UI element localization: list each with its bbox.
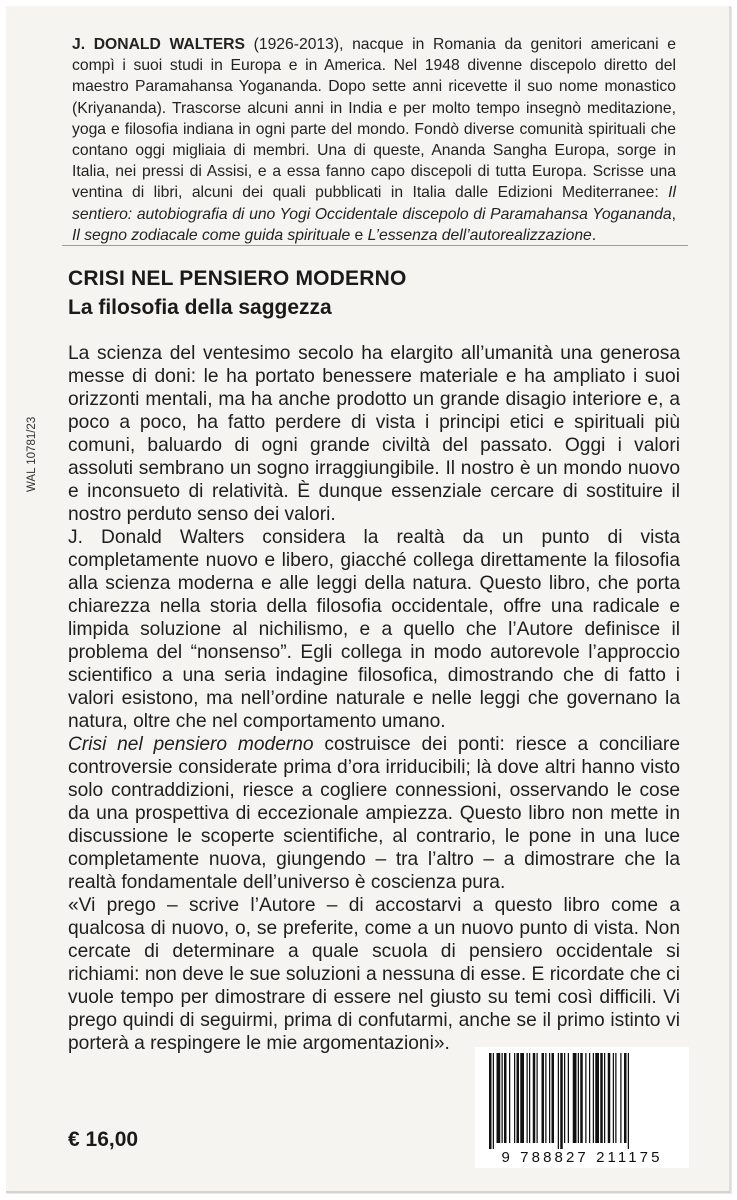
barcode-bar bbox=[517, 1053, 520, 1143]
isbn-number: 9 788827 211175 bbox=[501, 1149, 663, 1166]
barcode-bar bbox=[600, 1053, 603, 1143]
bio-separator: , bbox=[671, 205, 676, 223]
barcode-bar bbox=[585, 1053, 586, 1143]
barcode-bar bbox=[552, 1053, 555, 1143]
bio-text: (1926-2013), nacque in Romania da genitori americani e compì i suoi studi in Europa e in America. Nel 1948 divenne discepolo diretto del maestro Paramahansa Yogananda. Dopo sette anni ricevette il suo nome monastico (Kriyananda). Trascorse alcuni anni in India e per molto tempo insegnò meditazione, yoga e filosofia indiana in ogni parte del mondo. Fondò diverse comunità spirituali che contano oggi migliaia di membri. Una di queste, Ananda Sangha Europa, sorge in Italia, nei pressi di Assisi, e a essa fanno capo discepoli di tutta Europa. Scrisse una ventina di libri, alcuni dei quali pubblicati in Italia dalle Edizioni Mediterranee: bbox=[72, 36, 676, 202]
barcode-bar bbox=[578, 1053, 579, 1143]
barcode-bar bbox=[533, 1053, 536, 1143]
divider-line bbox=[62, 245, 688, 246]
blurb-quote: «Vi prego – scrive l’Autore – di accostarvi a questo libro come a qualcosa di nuovo, o, se preferite, come a un nuovo punto di vista. Non cercate di determinare a quale scuola di pensiero occidentale si richiami: non deve le sue soluzioni a nessuna di esse. E ricordate che ci vuole tempo per dimostrare di essere nel giusto su temi così difficili. Vi prego quindi di seguirmi, prima di confutarmi, anche se il primo istinto vi porterà a respingere le mie argomentazioni». bbox=[68, 895, 680, 1054]
barcode-bar bbox=[558, 1053, 559, 1149]
barcode-bar bbox=[624, 1053, 627, 1143]
barcode-bar bbox=[620, 1053, 621, 1143]
barcode bbox=[475, 1047, 689, 1168]
barcode-bar bbox=[514, 1053, 515, 1143]
blurb-book-title: Crisi nel pensiero moderno bbox=[68, 734, 314, 755]
barcode-bar bbox=[560, 1053, 563, 1149]
barcode-bar bbox=[520, 1053, 524, 1143]
bio-book-title: Il segno zodiacale come guida spirituale bbox=[72, 226, 351, 244]
blurb-paragraph: La scienza del ventesimo secolo ha elargito all’umanità una generosa messe di doni: le ha portato benessere materiale e ha ampliato i suoi orizzonti mentali, ma ha anche prodotto un grande disagio interiore e, a poco a poco, ha fatto perdere di vista i principi etici e spirituali più comuni, baluardo di ogni grande civiltà del passato. Oggi i valori assoluti sembrano un sogno irraggiungibile. Il nostro è un mondo nuovo e inconsueto di relatività. È dunque essenziale cercare di sostituire il nostro perduto senso dei valori. bbox=[68, 343, 680, 525]
barcode-bar bbox=[593, 1053, 594, 1143]
barcode-bar bbox=[489, 1053, 492, 1149]
barcode-bar bbox=[502, 1053, 503, 1143]
barcode-bar bbox=[542, 1053, 545, 1143]
barcode-bar bbox=[509, 1053, 510, 1143]
barcode-bar bbox=[564, 1053, 565, 1143]
author-bio bbox=[72, 34, 676, 246]
bio-book-title: Il sentiero: autobiografia di uno Yogi Occidentale discepolo di Paramahansa Yogananda bbox=[72, 184, 676, 223]
book-title: CRISI NEL PENSIERO MODERNO bbox=[68, 267, 407, 290]
blurb bbox=[68, 342, 680, 1055]
catalog-code: WAL 10781/23 bbox=[26, 416, 38, 492]
barcode-bar bbox=[529, 1053, 530, 1143]
barcode-bar bbox=[545, 1053, 546, 1143]
barcode-bars bbox=[485, 1053, 679, 1149]
barcode-bar bbox=[504, 1053, 507, 1143]
blurb-paragraph: J. Donald Walters considera la realtà da un punto di vista completamente nuovo e libero, giacché collega direttamente la filosofia alla scienza moderna e alle leggi della natura. Questo libro, che porta chiarezza nella storia della filosofia occidentale, offre una radicale e limpida soluzione al nichilismo, e a quello che l’Autore definisce il problema del “nonsenso”. Egli collega in modo autorevole l’approccio scientifico a una seria indagine filosofica, dimostrando che di fatto i valori esistono, ma nell’ordine naturale e nelle leggi che governano la natura, oltre che nel comportamento umano. bbox=[68, 527, 680, 732]
barcode-bar bbox=[493, 1053, 494, 1149]
barcode-bar bbox=[613, 1053, 614, 1143]
bio-separator: e bbox=[350, 226, 368, 244]
barcode-bar bbox=[604, 1053, 605, 1143]
bio-book-title: L’essenza dell’autorealizzazione bbox=[367, 226, 592, 244]
blurb-text: costruisce dei ponti: riesce a conciliare controversie considerate prima d’ora irriducibili; là dove altri hanno visto solo contraddizioni, riesce a cogliere connessioni, osservando le cose da una prospettiva di eccezionale ampiezza. Questo libro non mette in discussione le scoperte scientifiche, al contrario, le pone in una luce completamente nuova, giungendo – tra l’altro – a dimostrare che la realtà fondamentale dell’universo è coscienza pura. bbox=[68, 734, 680, 893]
barcode-bar bbox=[589, 1053, 590, 1143]
barcode-bar bbox=[628, 1053, 629, 1149]
barcode-bar bbox=[608, 1053, 611, 1143]
barcode-bar bbox=[537, 1053, 538, 1143]
barcode-bar bbox=[527, 1053, 528, 1143]
book-subtitle: La filosofia della saggezza bbox=[68, 296, 332, 319]
barcode-bar bbox=[615, 1053, 616, 1143]
barcode-bar bbox=[595, 1053, 599, 1143]
barcode-bar bbox=[580, 1053, 583, 1143]
bio-separator: . bbox=[591, 226, 597, 244]
barcode-bar bbox=[568, 1053, 569, 1143]
barcode-bar bbox=[573, 1053, 577, 1143]
barcode-bar bbox=[549, 1053, 550, 1143]
price: € 16,00 bbox=[68, 1128, 139, 1151]
author-name: J. DONALD WALTERS bbox=[72, 36, 245, 53]
blurb-paragraph bbox=[68, 733, 680, 894]
barcode-bar bbox=[497, 1053, 501, 1143]
